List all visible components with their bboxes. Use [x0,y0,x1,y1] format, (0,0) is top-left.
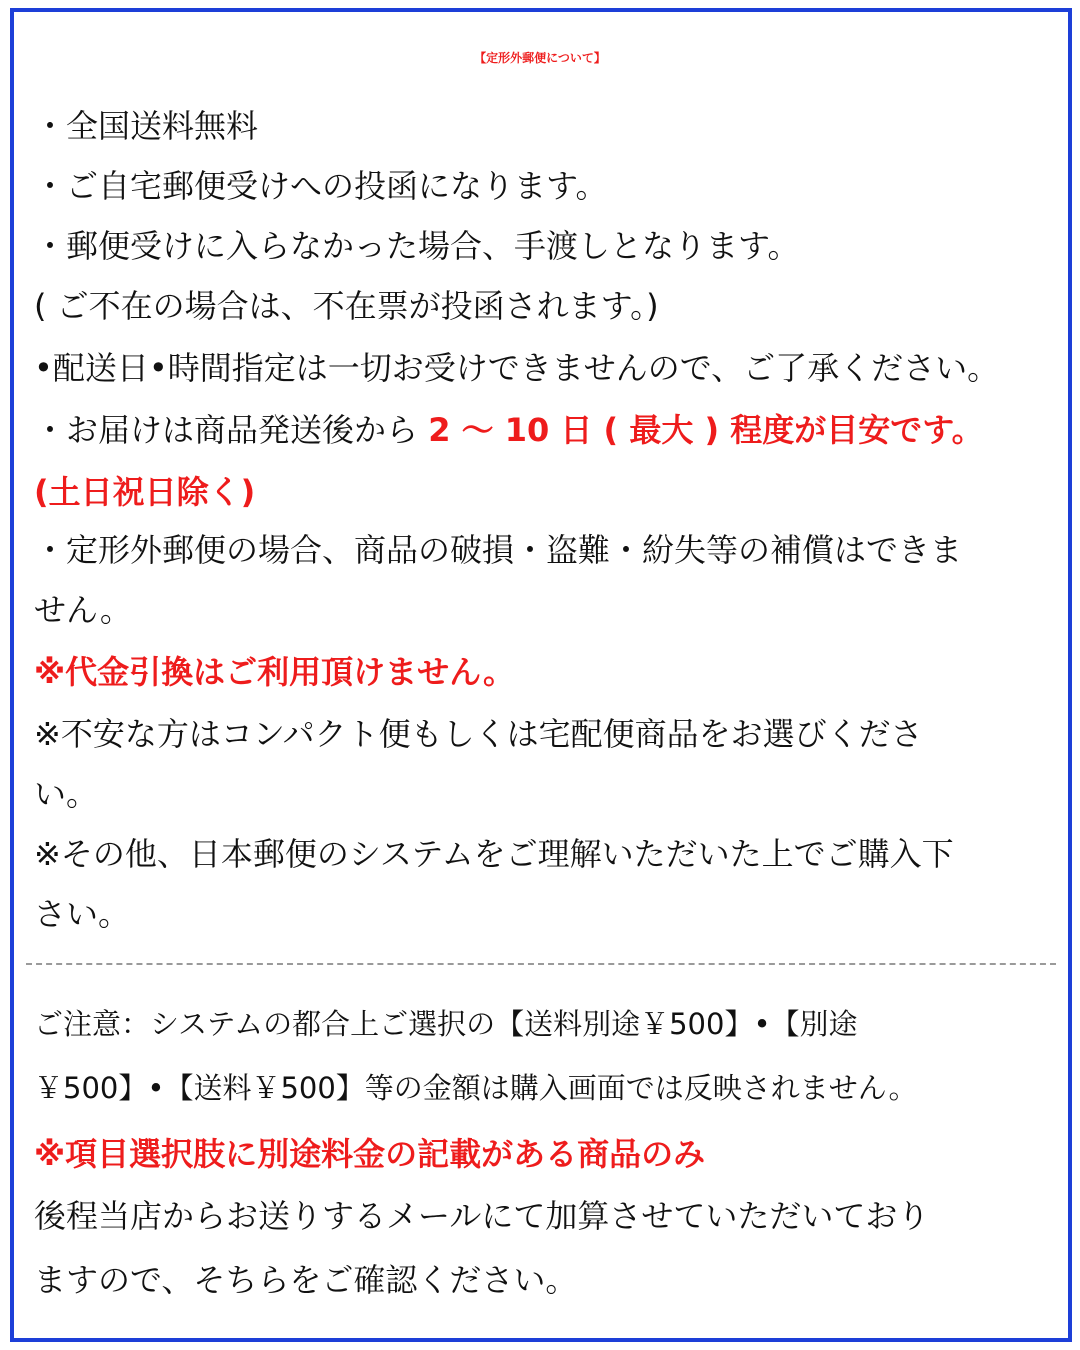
notice-line-5: ますので、そちらをご確認ください。 [34,1261,578,1299]
info-line-hand-delivery: ・郵便受けに入らなかった場合、手渡しとなります。 [34,227,800,265]
notice-line-2: ￥500】•【送料￥500】等の金額は購入画面では反映されません。 [34,1071,918,1105]
info-line-alternatives: ※不安な方はコンパクト便もしくは宅配便商品をお選びくださ [34,715,923,753]
delivery-time-highlight: 2 ～ 10 日 ( 最大 ) 程度が目安です。 [428,411,984,449]
info-line-delivery-time [34,400,984,460]
page-title: 【定形外郵便について】 [474,51,606,65]
info-line-no-compensation: ・定形外郵便の場合、商品の破損・盗難・紛失等の補償はできま [34,531,963,569]
info-line-no-compensation-cont: せん。 [34,591,132,629]
info-line-absence: ( ご不在の場合は、不在票が投函されます。) [34,287,659,325]
info-line-alternatives-cont: い。 [34,775,99,813]
notice-line-4: 後程当店からお送りするメールにて加算させていただいており [34,1197,930,1235]
info-line-holidays: (土日祝日除く) [34,473,256,511]
info-line-free-shipping: ・全国送料無料 [34,107,259,145]
info-line-no-cod: ※代金引換はご利用頂けません。 [34,653,516,691]
notice-line-highlight: ※項目選択肢に別途料金の記載がある商品のみ [34,1135,706,1173]
info-line-other: ※その他、日本郵便のシステムをご理解いただいた上でご購入下 [34,835,954,873]
notice-line-1: ご注意：システムの都合上ご選択の【送料別途￥500】•【別途 [34,1007,858,1041]
section-divider [26,963,1056,965]
delivery-time-prefix: ・お届けは商品発送後から [34,411,429,449]
info-line-mailbox: ・ご自宅郵便受けへの投函になります。 [34,167,608,205]
info-line-no-time-spec: •配送日•時間指定は一切お受けできませんので、ご了承ください。 [34,349,1000,387]
info-line-other-cont: さい。 [34,895,131,933]
